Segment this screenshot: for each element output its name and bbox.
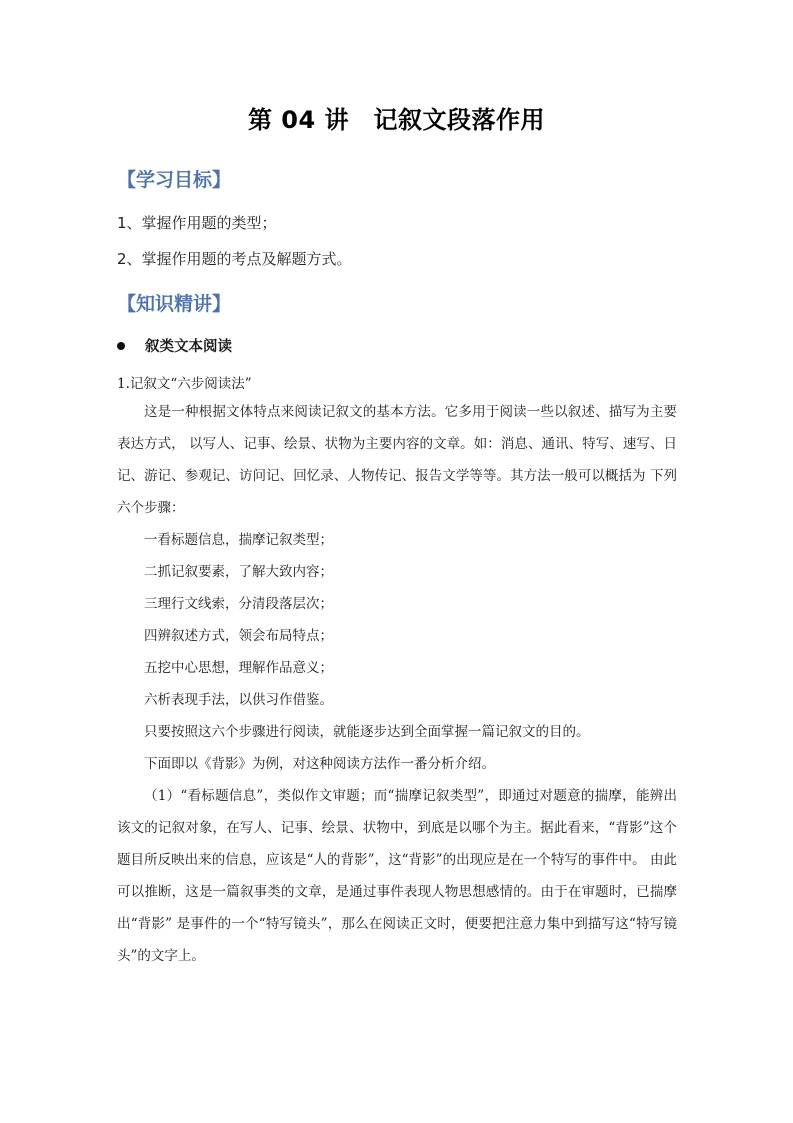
knowledge-heading: 【知识精讲】 [117,293,232,315]
step-item-2: 二抓记叙要素，了解大致内容； [144,564,333,580]
bullet-heading-row [117,335,232,356]
numbered-heading: 1.记叙文“六步阅读法” [117,376,252,392]
bullet-dot-icon [117,342,125,350]
body-text [117,396,677,972]
step-item-6: 六析表现手法，以供习作借鉴。 [144,692,333,708]
example-line: 下面即以《背影》为例，对这种阅读方法作一番分析介绍。 [144,756,495,772]
bullet-heading: 叙类文本阅读 [145,338,232,355]
closing-line: 只要按照这六个步骤进行阅读，就能逐步达到全面掌握一篇记叙文的目的。 [144,724,590,740]
step-item-4: 四辨叙述方式，领会布局特点； [144,628,333,644]
objectives-heading: 【学习目标】 [117,169,232,191]
step-item-1: 一看标题信息，揣摩记叙类型； [144,532,333,548]
objective-item-2: 2、掌握作用题的考点及解题方式。 [117,250,352,268]
lesson-title: 第 04 讲 记叙文段落作用 [247,106,546,134]
intro-paragraph: 这是一种根据文体特点来阅读记叙文的基本方法。它多用于阅读一些以叙述、描写为主要表达方式， 以写人、记事、绘景、状物为主要内容的文章。如：消息、通讯、特写、速写、日记、游记、参观记、访问记、回忆录、人物传记、报告文学等等。其方法一般可以概括为 下列六个步骤： [117,404,677,516]
step-item-3: 三理行文线索，分清段落层次； [144,596,333,612]
step-item-5: 五挖中心思想，理解作品意义； [144,660,333,676]
analysis-paragraph: （1）“看标题信息”，类似作文审题；而“揣摩记叙类型”，即通过对题意的揣摩，能辨出该文的记叙对象，在写人、记事、绘景、状物中，到底是以哪个为主。据此看来，“背影”这个题目所反映出来的信息，应该是“人的背影”，这“背影”的出现应是在一个特写的事件中。 由此可以推断，这是一篇叙事类的文章，是通过事件表现人物思想感情的。由于在审题时，已揣摩出“背影” 是事件的一个“特写镜头”，那么在阅读正文时，便要把注意力集中到描写这“特写镜头”的文字上。 [117,788,677,964]
objective-item-1: 1、掌握作用题的类型； [117,214,277,232]
